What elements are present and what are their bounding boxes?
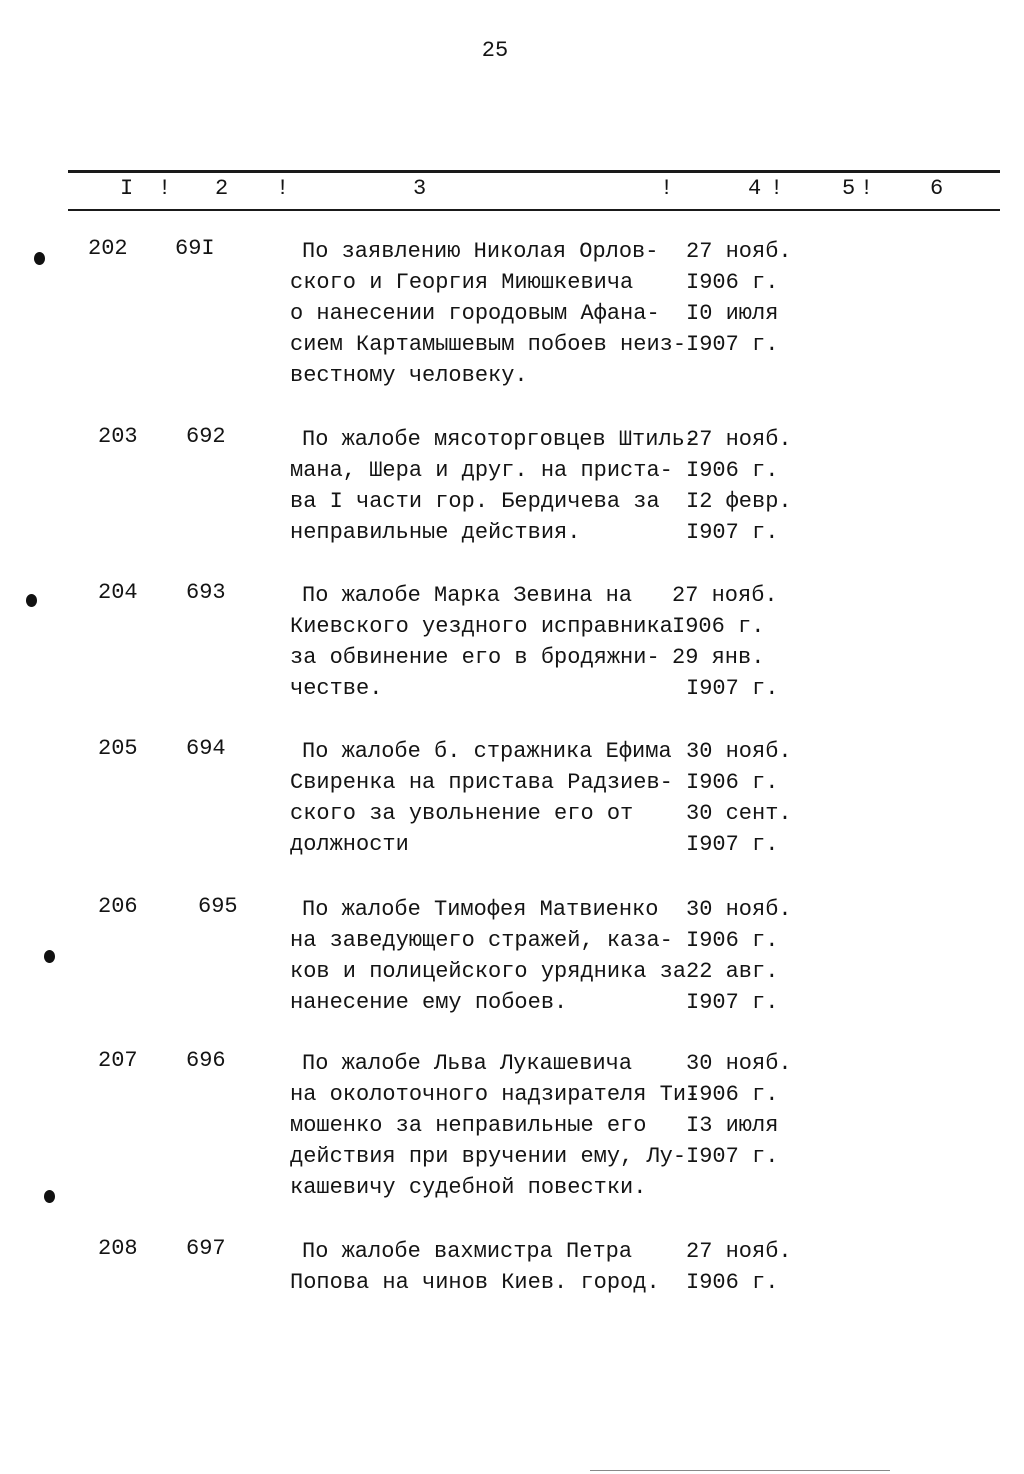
page-number: 25 [481,38,509,63]
description-line: По жалобе вахмистра Петра [302,1239,633,1264]
description-line: ва I части гор. Бердичева за [290,489,660,514]
date-line: I907 г. [686,332,779,357]
record-description [290,894,685,1018]
record-number: 206 [98,894,138,919]
record-description [290,424,699,548]
date-line: 29 янв. [672,645,765,670]
record-dates [686,894,792,1018]
header-sep3: ! [660,176,674,201]
description-line: о нанесении городовым Афана- [290,301,660,326]
punch-hole-mark [44,1190,55,1203]
date-line: I907 г. [686,832,779,857]
date-line: I907 г. [686,520,779,545]
description-line: Киевского уездного исправника [290,614,673,639]
header-sep2: ! [276,176,290,201]
description-line: на околоточного надзирателя Ти- [290,1082,700,1107]
description-line: По жалобе б. стражника Ефима [302,739,672,764]
description-line: неправильные действия. [290,520,581,545]
date-line: I906 г. [686,928,779,953]
header-sep4: ! [770,176,784,201]
record-dates [686,236,792,360]
punch-hole-mark [44,950,55,963]
punch-hole-mark [26,594,37,607]
record-description [290,1048,700,1203]
date-line: I906 г. [686,270,779,295]
punch-hole-mark [34,252,45,265]
date-line: 30 нояб. [686,739,792,764]
record-dates [686,1048,792,1172]
header-col2: 2 [215,176,229,201]
description-line: Попова на чинов Киев. город. [290,1270,660,1295]
description-line: кашевичу судебной повестки. [290,1175,647,1200]
description-line: По жалобе Тимофея Матвиенко [302,897,659,922]
description-line: ков и полицейского урядника за [290,959,687,984]
date-line: I907 г. [686,990,779,1015]
description-line: ского и Георгия Миюшкевича [290,270,634,295]
case-number: 693 [186,580,226,605]
description-line: на заведующего стражей, каза- [290,928,673,953]
record-dates [686,424,792,548]
record-dates [686,736,792,860]
date-line: 30 сент. [686,801,792,826]
date-line: 22 авг. [686,959,779,984]
case-number: 695 [198,894,238,919]
record-description [290,580,685,704]
date-line: 27 нояб. [672,583,778,608]
header-sep5: ! [860,176,874,201]
date-line: I907 г. [686,1144,779,1169]
description-line: мошенко за неправильные его [290,1113,647,1138]
description-line: По заявлению Николая Орлов- [302,239,659,264]
header-col1: I [120,176,134,201]
record-description [290,1236,685,1298]
case-number: 697 [186,1236,226,1261]
header-sep1: ! [158,176,172,201]
date-line: I906 г. [686,1082,779,1107]
page-edge-line [590,1470,890,1471]
date-line: I906 г. [672,614,765,639]
header-rule-top [68,170,1000,173]
description-line: Свиренка на пристава Радзиев- [290,770,673,795]
date-line: I3 июля [686,1113,779,1138]
record-number: 205 [98,736,138,761]
date-line: 30 нояб. [686,897,792,922]
description-line: за обвинение его в бродяжни- [290,645,660,670]
description-line: вестному человеку. [290,363,528,388]
description-line: По жалобе мясоторговцев Штиль- [302,427,699,452]
record-number: 207 [98,1048,138,1073]
case-number: 694 [186,736,226,761]
record-number: 208 [98,1236,138,1261]
description-line: ского за увольнение его от [290,801,634,826]
record-dates [672,580,778,704]
date-line: I2 февр. [686,489,792,514]
case-number: 692 [186,424,226,449]
header-col5: 5 [842,176,856,201]
date-line: I0 июля [686,301,779,326]
description-line: нанесение ему побоев. [290,990,568,1015]
header-col4: 4 [748,176,762,201]
record-number: 203 [98,424,138,449]
description-line: сием Картамышевым побоев неиз- [290,332,687,357]
date-line: 27 нояб. [686,427,792,452]
description-line: действия при вручении ему, Лу- [290,1144,687,1169]
record-dates [686,1236,792,1298]
header-col3: 3 [413,176,427,201]
description-line: мана, Шера и друг. на приста- [290,458,673,483]
description-line: должности [290,832,409,857]
date-line: 30 нояб. [686,1051,792,1076]
record-description [290,736,685,860]
description-line: По жалобе Льва Лукашевича [302,1051,633,1076]
case-number: 696 [186,1048,226,1073]
date-line: 27 нояб. [686,239,792,264]
description-line: По жалобе Марка Зевина на [302,583,633,608]
date-line: I907 г. [686,676,779,701]
header-col6: 6 [930,176,944,201]
record-number: 202 [88,236,128,261]
case-number: 69I [175,236,215,261]
record-description [290,236,685,391]
record-number: 204 [98,580,138,605]
date-line: I906 г. [686,1270,779,1295]
description-line: честве. [290,676,383,701]
date-line: 27 нояб. [686,1239,792,1264]
date-line: I906 г. [686,458,779,483]
header-rule-bottom [68,209,1000,211]
date-line: I906 г. [686,770,779,795]
